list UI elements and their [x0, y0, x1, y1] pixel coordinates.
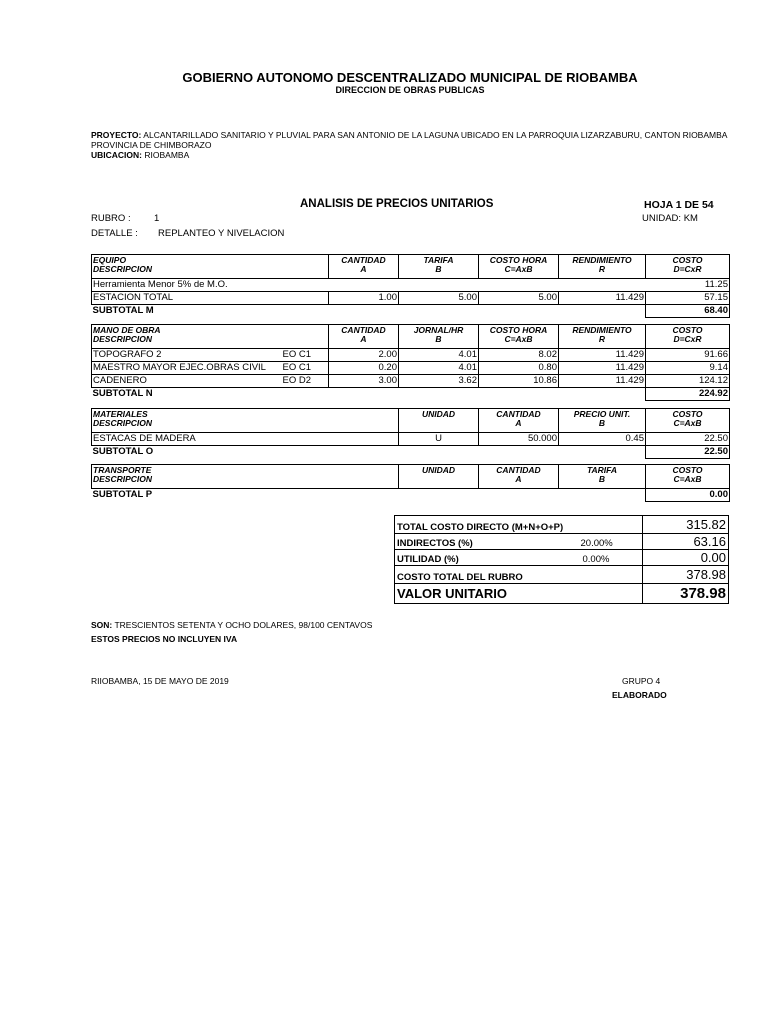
- materiales-header-cantidad: CANTIDAD A: [479, 409, 559, 433]
- group-label: GRUPO 4: [622, 676, 661, 686]
- mano-obra-jornal: 4.01: [399, 362, 479, 375]
- mano-obra-header-costo: COSTO D=CxR: [646, 325, 730, 349]
- table-row: [92, 292, 730, 305]
- location-label: UBICACION:: [91, 150, 142, 160]
- utilidad-pct: 0.00%: [549, 550, 643, 566]
- detalle-value: REPLANTEO Y NIVELACION: [158, 228, 285, 239]
- equipo-header-costo-hora: COSTO HORA C=AxB: [479, 255, 559, 279]
- totals-table: [394, 515, 729, 604]
- materiales-header-unidad: UNIDAD: [399, 409, 479, 433]
- indirectos-label: INDIRECTOS (%): [395, 534, 549, 550]
- equipo-table: [91, 254, 730, 318]
- mano-obra-rendimiento: 11.429: [559, 375, 646, 388]
- mano-obra-jornal: 4.01: [399, 349, 479, 362]
- place-date: RIIOBAMBA, 15 DE MAYO DE 2019: [91, 676, 229, 686]
- mano-obra-table: [91, 324, 730, 401]
- totals-row: [395, 516, 729, 534]
- subtotal-o-label: SUBTOTAL O: [92, 446, 154, 458]
- subtotal-p-value: 0.00: [646, 489, 730, 502]
- equipo-cantidad: 1.00: [329, 292, 399, 305]
- project-label: PROYECTO:: [91, 130, 142, 140]
- mano-obra-categoria: EO C1: [282, 362, 329, 375]
- subtotal-p-label: SUBTOTAL P: [92, 489, 153, 501]
- materiales-header-costo: COSTO C=AxB: [646, 409, 730, 433]
- son-line: [91, 620, 372, 630]
- equipo-header-rendimiento: RENDIMIENTO R: [559, 255, 646, 279]
- table-row: [92, 433, 730, 446]
- transporte-header-row: [92, 465, 730, 489]
- totals-row: [395, 566, 729, 584]
- subtotal-row: [92, 388, 730, 401]
- transporte-header-cantidad: CANTIDAD A: [479, 465, 559, 489]
- mano-obra-costo: 9.14: [646, 362, 730, 375]
- mano-obra-costo-hora: 10.86: [479, 375, 559, 388]
- costo-total-label: COSTO TOTAL DEL RUBRO: [395, 566, 643, 584]
- mano-obra-desc: MAESTRO MAYOR EJEC.OBRAS CIVIL: [92, 362, 282, 375]
- unit-label: UNIDAD: KM: [642, 213, 698, 224]
- equipo-rendimiento: 11.429: [559, 292, 646, 305]
- total-directo-label: TOTAL COSTO DIRECTO (M+N+O+P): [395, 516, 643, 534]
- equipo-header-tarifa: TARIFA B: [399, 255, 479, 279]
- totals-row: [395, 584, 729, 604]
- materiales-costo: 22.50: [646, 433, 730, 446]
- materiales-header-precio: PRECIO UNIT. B: [559, 409, 646, 433]
- equipo-tarifa: 5.00: [399, 292, 479, 305]
- valor-unitario-label: VALOR UNITARIO: [395, 584, 643, 604]
- mano-obra-costo-hora: 0.80: [479, 362, 559, 375]
- indirectos-pct: 20.00%: [549, 534, 643, 550]
- materiales-header-desc: MATERIALES DESCRIPCION: [92, 409, 399, 433]
- elaborado-label: ELABORADO: [612, 690, 667, 700]
- location-value: RIOBAMBA: [144, 150, 190, 160]
- detalle-label: DETALLE :: [91, 228, 138, 239]
- son-value: TRESCIENTOS SETENTA Y OCHO DOLARES, 98/100 CENTAVOS: [114, 620, 373, 630]
- mano-obra-categoria: EO D2: [282, 375, 329, 388]
- table-row: [92, 279, 730, 292]
- transporte-header-unidad: UNIDAD: [399, 465, 479, 489]
- equipo-header-cantidad: CANTIDAD A: [329, 255, 399, 279]
- mano-obra-desc: CADENERO: [92, 375, 282, 388]
- materiales-unidad: U: [399, 433, 479, 446]
- iva-note: ESTOS PRECIOS NO INCLUYEN IVA: [91, 634, 238, 644]
- materiales-table: [91, 408, 730, 459]
- utilidad-label: UTILIDAD (%): [395, 550, 549, 566]
- mano-obra-cantidad: 2.00: [329, 349, 399, 362]
- page-title: GOBIERNO AUTONOMO DESCENTRALIZADO MUNICIPAL DE RIOBAMBA: [182, 70, 638, 85]
- totals-row: [395, 534, 729, 550]
- son-label: SON:: [91, 620, 113, 630]
- table-row: [92, 375, 730, 388]
- transporte-header-tarifa: TARIFA B: [559, 465, 646, 489]
- total-directo-value: 315.82: [643, 516, 729, 534]
- subtotal-o-value: 22.50: [646, 446, 730, 459]
- mano-obra-header-desc: MANO DE OBRA DESCRIPCION: [92, 325, 329, 349]
- subtotal-n-value: 224.92: [646, 388, 730, 401]
- materiales-desc: ESTACAS DE MADERA: [92, 433, 399, 446]
- materiales-precio: 0.45: [559, 433, 646, 446]
- mano-obra-cantidad: 0.20: [329, 362, 399, 375]
- subtotal-row: [92, 305, 730, 318]
- sheet-number: HOJA 1 DE 54: [644, 199, 714, 211]
- page-subtitle: DIRECCION DE OBRAS PUBLICAS: [335, 85, 485, 95]
- mano-obra-header-row: [92, 325, 730, 349]
- transporte-table: [91, 464, 730, 502]
- totals-row: [395, 550, 729, 566]
- mano-obra-cantidad: 3.00: [329, 375, 399, 388]
- mano-obra-jornal: 3.62: [399, 375, 479, 388]
- equipo-costo: 11.25: [646, 279, 730, 292]
- mano-obra-costo-hora: 8.02: [479, 349, 559, 362]
- mano-obra-desc: TOPOGRAFO 2: [92, 349, 282, 362]
- subtotal-row: [92, 446, 730, 459]
- equipo-header-costo: COSTO D=CxR: [646, 255, 730, 279]
- rubro-label: RUBRO :: [91, 213, 131, 224]
- equipo-costo: 57.15: [646, 292, 730, 305]
- analysis-title: ANALISIS DE PRECIOS UNITARIOS: [300, 198, 494, 210]
- mano-obra-costo: 124.12: [646, 375, 730, 388]
- transporte-header-desc: TRANSPORTE DESCRIPCION: [92, 465, 399, 489]
- valor-unitario-value: 378.98: [643, 584, 729, 604]
- equipo-header-desc: EQUIPO DESCRIPCION: [92, 255, 329, 279]
- utilidad-value: 0.00: [643, 550, 729, 566]
- costo-total-value: 378.98: [643, 566, 729, 584]
- table-row: [92, 362, 730, 375]
- mano-obra-costo: 91.66: [646, 349, 730, 362]
- materiales-header-row: [92, 409, 730, 433]
- subtotal-m-label: SUBTOTAL M: [92, 305, 154, 317]
- mano-obra-header-costo-hora: COSTO HORA C=AxB: [479, 325, 559, 349]
- transporte-header-costo: COSTO C=AxB: [646, 465, 730, 489]
- mano-obra-header-rendimiento: RENDIMIENTO R: [559, 325, 646, 349]
- subtotal-m-value: 68.40: [646, 305, 730, 318]
- mano-obra-header-cantidad: CANTIDAD A: [329, 325, 399, 349]
- equipo-desc: Herramienta Menor 5% de M.O.: [92, 279, 646, 292]
- mano-obra-rendimiento: 11.429: [559, 362, 646, 375]
- mano-obra-rendimiento: 11.429: [559, 349, 646, 362]
- subtotal-n-label: SUBTOTAL N: [92, 388, 153, 400]
- materiales-cantidad: 50.000: [479, 433, 559, 446]
- equipo-header-row: [92, 255, 730, 279]
- project-info: [91, 130, 731, 160]
- equipo-desc: ESTACION TOTAL: [92, 292, 329, 305]
- indirectos-value: 63.16: [643, 534, 729, 550]
- mano-obra-header-jornal: JORNAL/HR B: [399, 325, 479, 349]
- mano-obra-categoria: EO C1: [282, 349, 329, 362]
- table-row: [92, 349, 730, 362]
- project-value: ALCANTARILLADO SANITARIO Y PLUVIAL PARA SAN ANTONIO DE LA LAGUNA UBICADO EN LA PARROQUIA LIZARZABURU, CANTON RIOBAMBA PROVINCIA DE CHIMBORAZO: [91, 130, 727, 150]
- subtotal-row: [92, 489, 730, 502]
- equipo-costo-hora: 5.00: [479, 292, 559, 305]
- rubro-value: 1: [154, 213, 160, 224]
